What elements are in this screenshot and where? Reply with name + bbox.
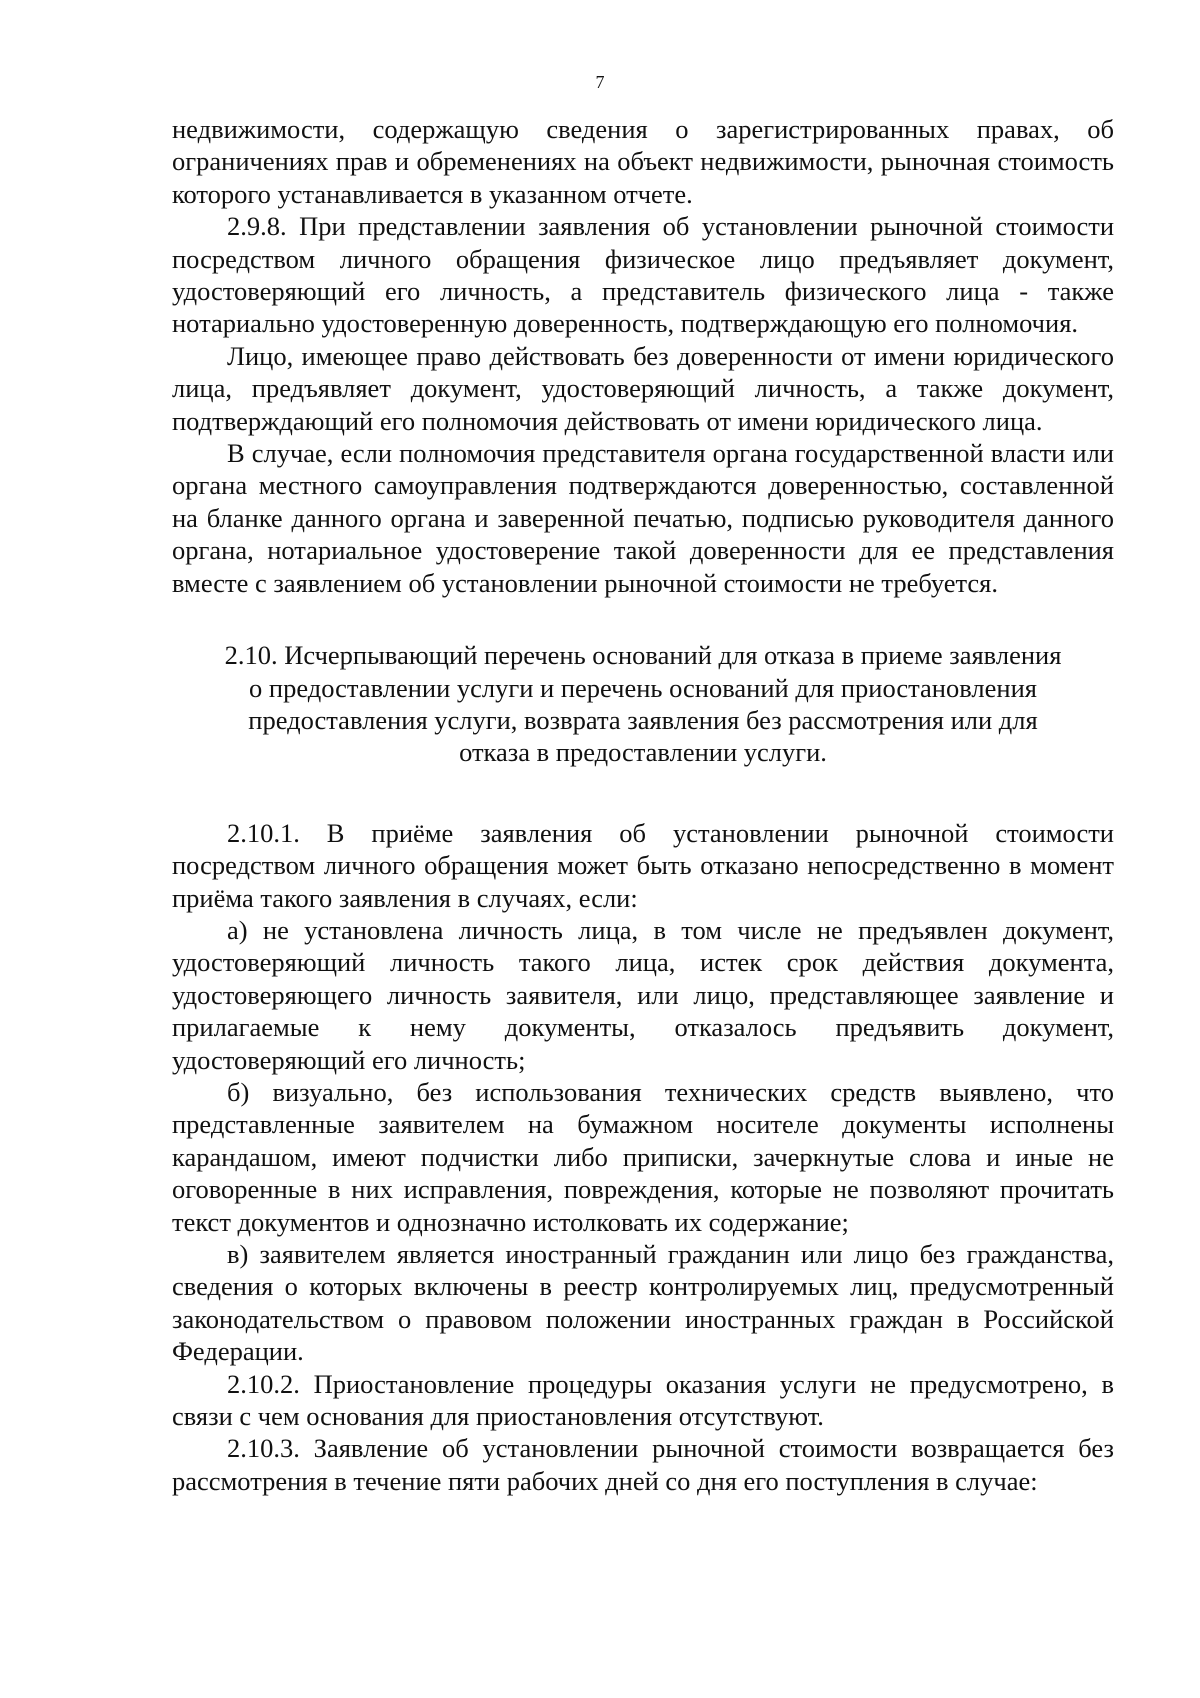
list-item-v: в) заявителем является иностранный гражданин или лицо без гражданства, сведения о которых включены в реестр контролируемых лиц, предусмотренный законодательством о правовом положении иностранных граждан в Российской Федерации.: [172, 1239, 1114, 1367]
document-body: [172, 113, 1114, 1497]
list-item-b: б) визуально, без использования технических средств выявлено, что представленные заявителем на бумажном носителе документы исполнены карандашом, имеют подчистки либо приписки, зачеркнутые слова и иные не оговоренные в них исправления, повреждения, которые не позволяют прочитать текст документов и однозначно истолковать их содержание;: [172, 1076, 1114, 1237]
paragraph-2-9-8: 2.9.8. При представлении заявления об установлении рыночной стоимости посредством личного обращения физическое лицо предъявляет документ, удостоверяющий его личность, а представитель физического лица - также нотариально удостоверенную доверенность, подтверждающую его полномочия.: [172, 211, 1114, 339]
paragraph-continuation: недвижимости, содержащую сведения о зарегистрированных правах, об ограничениях прав и обременениях на объект недвижимости, рыночная стоимость которого устанавливается в указанном отчете.: [172, 114, 1114, 209]
paragraph-2-10-1: 2.10.1. В приёме заявления об установлении рыночной стоимости посредством личного обращения может быть отказано непосредственно в момент приёма такого заявления в случаях, если:: [172, 817, 1114, 913]
paragraph-2-10-2: 2.10.2. Приостановление процедуры оказания услуги не предусмотрено, в связи с чем основания для приостановления отсутствуют.: [172, 1368, 1114, 1432]
paragraph-legal-entity: Лицо, имеющее право действовать без доверенности от имени юридического лица, предъявляет документ, удостоверяющий личность, а также документ, подтверждающий его полномочия действовать от имени юридического лица.: [172, 340, 1114, 436]
section-heading-2-10: 2.10. Исчерпывающий перечень оснований для отказа в приеме заявления о предоставлении услуги и перечень оснований для приостановления предоставления услуги, возврата заявления без рассмотрения или для отказа в предоставлении услуги.: [224, 640, 1062, 768]
list-item-a: а) не установлена личность лица, в том числе не предъявлен документ, удостоверяющий личность такого лица, истек срок действия документа, удостоверяющего личность заявителя, или лицо, представляющее заявление и прилагаемые к нему документы, отказалось предъявить документ, удостоверяющий его личность;: [172, 914, 1114, 1075]
paragraph-authority-representative: В случае, если полномочия представителя органа государственной власти или органа местного самоуправления подтверждаются доверенностью, составленной на бланке данного органа и заверенной печатью, подписью руководителя данного органа, нотариальное удостоверение такой доверенности для ее представления вместе с заявлением об установлении рыночной стоимости не требуется.: [172, 438, 1114, 598]
paragraph-2-10-3: 2.10.3. Заявление об установлении рыночной стоимости возвращается без рассмотрения в течение пяти рабочих дней со дня его поступления в случае:: [172, 1433, 1114, 1496]
page-number: 7: [595, 72, 605, 92]
